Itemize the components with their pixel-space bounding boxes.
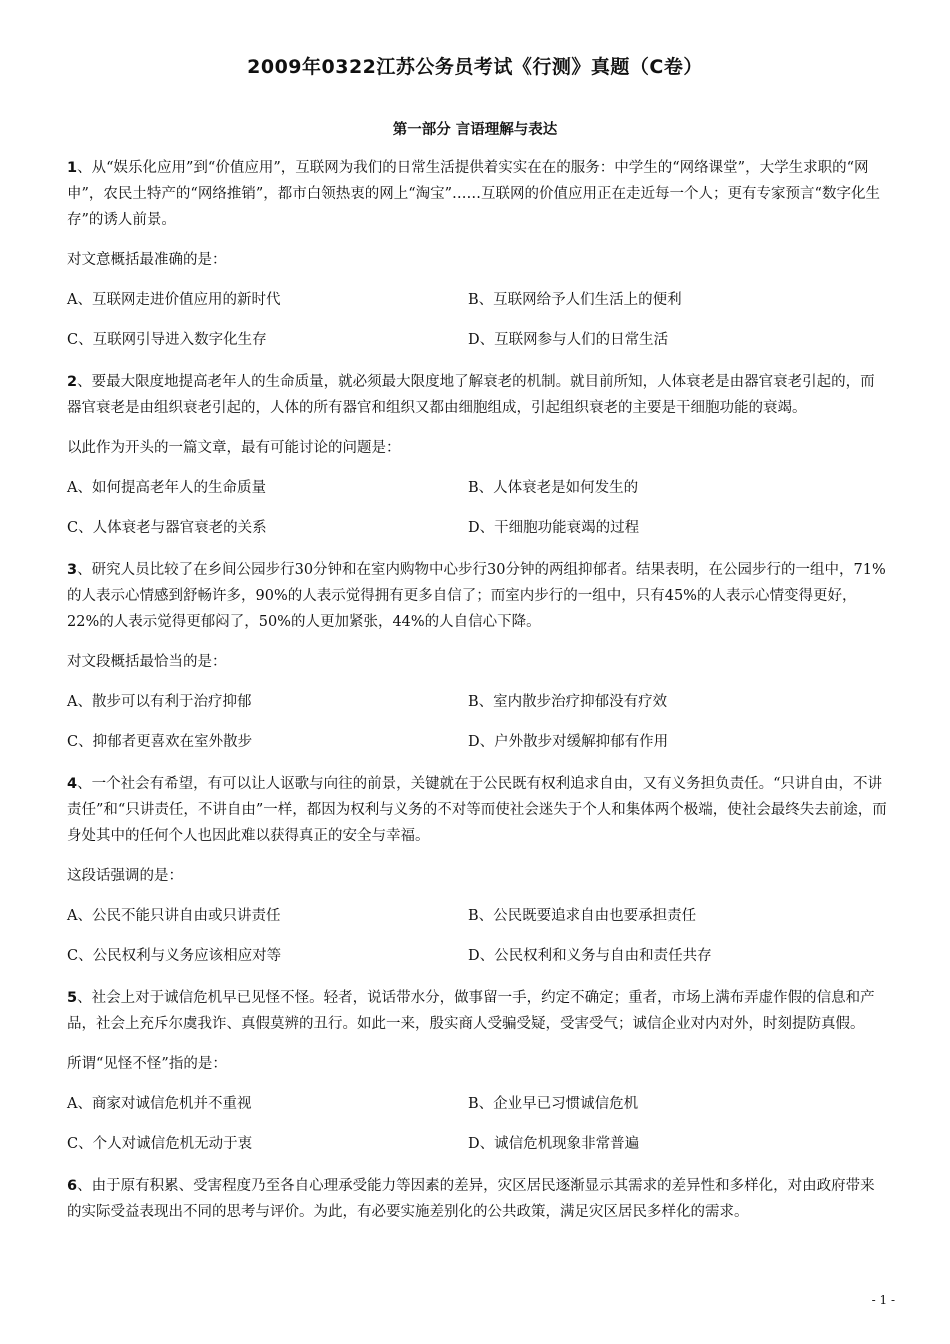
question-stem bbox=[67, 369, 887, 421]
option-a: A、散步可以有利于治疗抑郁 bbox=[67, 694, 252, 710]
question-number: 4 bbox=[67, 776, 78, 792]
question-stem bbox=[67, 771, 887, 849]
question-text: 、研究人员比较了在乡间公园步行30分钟和在室内购物中心步行30分钟的两组抑郁者。结果表明，在公园步行的一组中，71%的人表示心情感到舒畅许多，90%的人表示觉得拥有更多自信了；而室内步行的一组中，只有45%的人表示心情变得更好，22%的人表示觉得更郁闷了，50%的人更加紧张，44%的人自信心下降。 bbox=[67, 562, 886, 630]
question-prompt: 这段话强调的是： bbox=[67, 868, 183, 884]
option-d: D、公民权利和义务与自由和责任共存 bbox=[468, 948, 712, 964]
page-number: - 1 - bbox=[871, 1293, 895, 1307]
question-text: 、社会上对于诚信危机早已见怪不怪。轻者，说话带水分，做事留一手，约定不确定；重者，市场上满布弄虚作假的信息和产品，社会上充斥尔虞我诈、真假莫辨的丑行。如此一来，殷实商人受骗受疑，受害受气；诚信企业对内对外，时刻提防真假。 bbox=[67, 990, 875, 1032]
option-c: C、个人对诚信危机无动于衷 bbox=[67, 1136, 253, 1152]
question-prompt: 对文意概括最准确的是： bbox=[67, 252, 227, 268]
question-stem bbox=[67, 985, 887, 1037]
option-b: B、公民既要追求自由也要承担责任 bbox=[468, 908, 697, 924]
option-b: B、室内散步治疗抑郁没有疗效 bbox=[468, 694, 668, 710]
question-5 bbox=[67, 985, 887, 1157]
options bbox=[67, 689, 887, 755]
question-number: 3 bbox=[67, 562, 78, 578]
question-prompt: 所谓“见怪不怪”指的是： bbox=[67, 1056, 227, 1072]
option-d: D、干细胞功能衰竭的过程 bbox=[468, 520, 640, 536]
option-a: A、公民不能只讲自由或只讲责任 bbox=[67, 908, 281, 924]
option-c: C、互联网引导进入数字化生存 bbox=[67, 332, 267, 348]
question-1 bbox=[67, 155, 887, 353]
question-stem bbox=[67, 1173, 887, 1225]
question-number: 1 bbox=[67, 160, 78, 176]
question-stem bbox=[67, 155, 887, 233]
question-4 bbox=[67, 771, 887, 969]
option-d: D、互联网参与人们的日常生活 bbox=[468, 332, 669, 348]
option-c: C、人体衰老与器官衰老的关系 bbox=[67, 520, 267, 536]
question-text: 、从“娱乐化应用”到“价值应用”，互联网为我们的日常生活提供着实实在在的服务：中学生的“网络课堂”，大学生求职的“网申”，农民土特产的“网络推销”，都市白领热衷的网上“淘宝”……互联网的价值应用正在走近每一个人；更有专家预言“数字化生存”的诱人前景。 bbox=[67, 160, 880, 228]
document-title: 2009年0322江苏公务员考试《行测》真题（C卷） bbox=[247, 56, 703, 78]
option-c: C、公民权利与义务应该相应对等 bbox=[67, 948, 282, 964]
options bbox=[67, 475, 887, 541]
option-c: C、抑郁者更喜欢在室外散步 bbox=[67, 734, 253, 750]
question-stem bbox=[67, 557, 887, 635]
question-prompt: 以此作为开头的一篇文章，最有可能讨论的问题是： bbox=[67, 440, 401, 456]
option-d: D、诚信危机现象非常普遍 bbox=[468, 1136, 640, 1152]
option-d: D、户外散步对缓解抑郁有作用 bbox=[468, 734, 669, 750]
options bbox=[67, 287, 887, 353]
question-text: 、要最大限度地提高老年人的生命质量，就必须最大限度地了解衰老的机制。就目前所知，人体衰老是由器官衰老引起的，而器官衰老是由组织衰老引起的，人体的所有器官和组织又都由细胞组成，引起组织衰老的主要是干细胞功能的衰竭。 bbox=[67, 374, 875, 416]
question-6 bbox=[67, 1173, 887, 1225]
section-heading: 第一部分 言语理解与表达 bbox=[392, 122, 558, 138]
option-b: B、企业早已习惯诚信危机 bbox=[468, 1096, 639, 1112]
option-a: A、商家对诚信危机并不重视 bbox=[67, 1096, 252, 1112]
question-list bbox=[67, 155, 887, 1241]
option-b: B、互联网给予人们生活上的便利 bbox=[468, 292, 682, 308]
question-prompt: 对文段概括最恰当的是： bbox=[67, 654, 227, 670]
question-text: 、一个社会有希望，有可以让人讴歌与向往的前景，关键就在于公民既有权利追求自由，又有义务担负责任。“只讲自由，不讲责任”和“只讲责任，不讲自由”一样，都因为权利与义务的不对等而使社会迷失于个人和集体两个极端，使社会最终失去前途，而身处其中的任何个人也因此难以获得真正的安全与幸福。 bbox=[67, 776, 887, 844]
option-a: A、如何提高老年人的生命质量 bbox=[67, 480, 266, 496]
question-number: 2 bbox=[67, 374, 78, 390]
options bbox=[67, 1091, 887, 1157]
question-number: 5 bbox=[67, 990, 78, 1006]
question-3 bbox=[67, 557, 887, 755]
options bbox=[67, 903, 887, 969]
question-2 bbox=[67, 369, 887, 541]
option-a: A、互联网走进价值应用的新时代 bbox=[67, 292, 281, 308]
question-text: 、由于原有积累、受害程度乃至各自心理承受能力等因素的差异，灾区居民逐渐显示其需求的差异性和多样化，对由政府带来的实际受益表现出不同的思考与评价。为此，有必要实施差别化的公共政策，满足灾区居民多样化的需求。 bbox=[67, 1178, 875, 1220]
option-b: B、人体衰老是如何发生的 bbox=[468, 480, 639, 496]
question-number: 6 bbox=[67, 1178, 78, 1194]
